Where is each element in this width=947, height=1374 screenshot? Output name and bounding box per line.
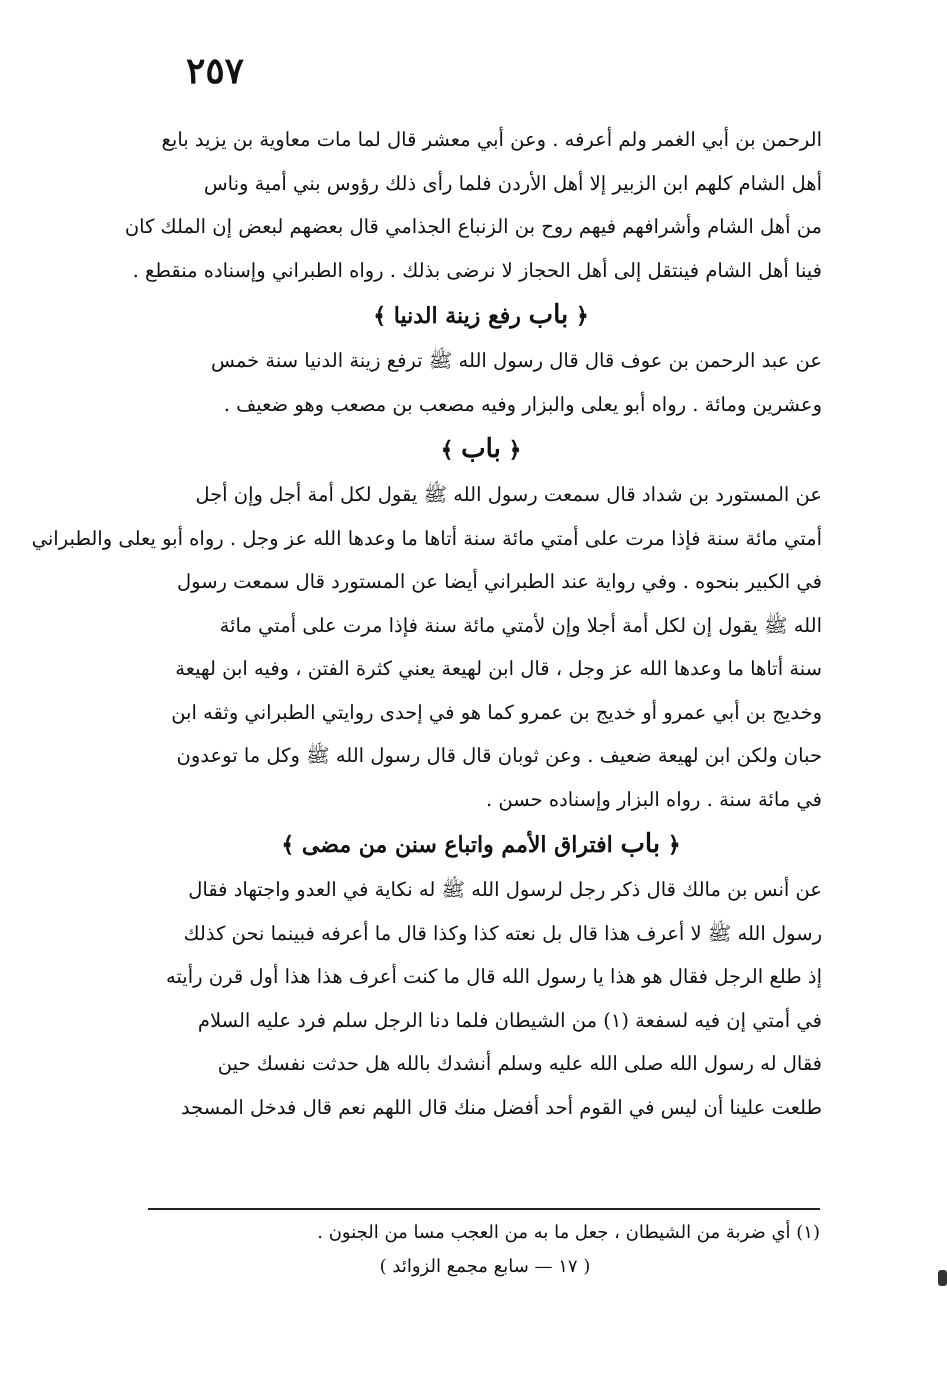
text-line: من أهل الشام وأشرافهم فيهم روح بن الزنباع الجذامي قال بعضهم لبعض إن الملك كان <box>124 215 822 238</box>
text-line: في مائة سنة . رواه البزار وإسناده حسن . <box>485 787 822 811</box>
text-line: حبان ولكن ابن لهيعة ضعيف . وعن ثوبان قال قال رسول الله ﷺ وكل ما توعدون <box>176 744 822 767</box>
text-line: سنة أتاها ما وعدها الله عز وجل ، قال ابن لهيعة يعني كثرة الفتن ، وفيه ابن لهيعة <box>175 657 822 680</box>
chapter-title: افتراق الأمم واتباع سنن من مضى <box>301 832 613 858</box>
chapter-label: باب <box>620 829 661 859</box>
text-line: عن عبد الرحمن بن عوف قال قال رسول الله ﷺ ترفع زينة الدنيا سنة خمس <box>211 349 822 372</box>
text-line: الله ﷺ يقول إن لكل أمة أجلا وإن لأمتي مائة سنة فإذا مرت على أمتي مائة <box>219 613 822 637</box>
page-edge-mark <box>938 1270 947 1286</box>
text-line: الرحمن بن أبي الغمر ولم أعرفه . وعن أبي معشر قال لما مات معاوية بن يزيد بايع <box>161 128 822 151</box>
footnotes <box>150 1216 820 1284</box>
text-line: وعشرين ومائة . رواه أبو يعلى والبزار وفيه مصعب بن مصعب وهو ضعيف . <box>223 392 822 416</box>
text-line: طلعت علينا أن ليس في القوم أحد أفضل منك قال اللهم نعم قال فدخل المسجد <box>180 1095 822 1119</box>
page-number: ٢٥٧ <box>186 50 245 92</box>
footnote: (١) أي ضربة من الشيطان ، جعل ما به من العجب مسا من الجنون . <box>317 1222 820 1243</box>
text-line: أهل الشام كلهم ابن الزبير إلا أهل الأردن فلما رأى ذلك رؤوس بني أمية وناس <box>203 171 822 195</box>
text-line: وخديج بن أبي عمرو أو خديج بن عمرو كما هو في إحدى روايتي الطبراني وثقه ابن <box>171 700 822 724</box>
chapter-heading: ﴿ باب افتراق الأمم واتباع سنن من مضى ﴾ <box>281 829 681 859</box>
chapter-title: رفع زينة الدنيا <box>393 303 521 329</box>
chapter-heading: ﴿ باب ﴾ <box>440 434 522 464</box>
text-line: إذ طلع الرجل فقال هو هذا يا رسول الله قال ما كنت أعرف هذا هذا أول قرن رأيته <box>165 965 822 988</box>
signature-mark: ( ١٧ — سابع مجمع الزوائد ) <box>379 1256 591 1277</box>
text-line: رسول الله ﷺ لا أعرف هذا قال بل نعته كذا وكذا قال ما أعرفه فبينما نحن كذلك <box>183 921 822 945</box>
text-line: في الكبير بنحوه . وفي رواية عند الطبراني أيضا عن المستورد قال سمعت رسول <box>176 570 822 593</box>
text-line: في أمتي إن فيه لسفعة (١) من الشيطان فلما دنا الرجل سلم فرد عليه السلام <box>197 1008 822 1032</box>
text-line: فقال له رسول الله صلى الله عليه وسلم أنشدك بالله هل حدثت نفسك حين <box>217 1052 822 1075</box>
chapter-heading: ﴿ باب رفع زينة الدنيا ﴾ <box>373 300 589 330</box>
footnote-divider <box>148 1208 820 1210</box>
text-line: أمتي مائة سنة فإذا مرت على أمتي مائة سنة أتاها ما وعدها الله عز وجل . رواه أبو يعلى والطبراني <box>31 526 822 550</box>
main-text <box>31 118 822 1129</box>
chapter-label: باب <box>461 434 501 464</box>
chapter-label: باب <box>528 300 569 330</box>
text-line: فينا أهل الشام فينتقل إلى أهل الحجاز لا نرضى بذلك . رواه الطبراني وإسناده منقطع . <box>132 258 822 282</box>
text-line: عن المستورد بن شداد قال سمعت رسول الله ﷺ يقول لكل أمة أجل وإن أجل <box>195 483 822 506</box>
text-line: عن أنس بن مالك قال ذكر رجل لرسول الله ﷺ له نكاية في العدو واجتهاد فقال <box>188 878 822 901</box>
